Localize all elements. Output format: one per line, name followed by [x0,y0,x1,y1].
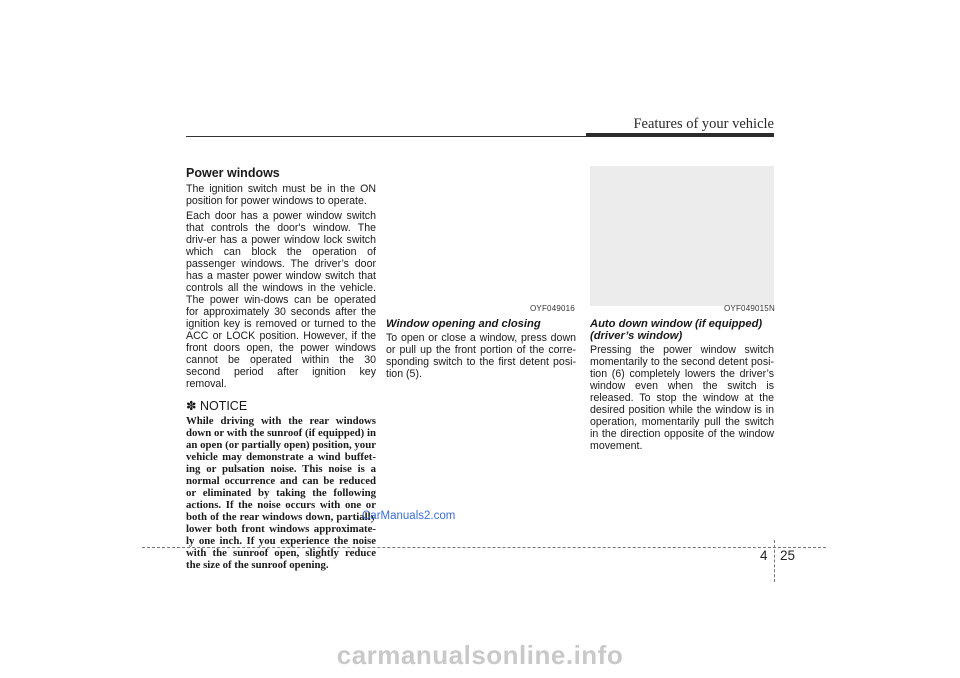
header-divider-accent [586,133,774,137]
site-watermark: carmanualsonline.info [336,640,624,670]
paragraph-door-switch: Each door has a power window switch that controls the door's window. The driv-er has a power window lock switch which can block the operation of passenger windows. The driver’s door has a master power window switch that controls all the windows in the vehicle. The power win-dows can be operated for approximately 30 seconds after the ignition key is removed or turned to the ACC or LOCK position. However, if the front doors open, the power windows cannot be operated within the 30 second period after ignition key removal. [186,210,376,390]
notice-text: While driving with the rear windows down or with the sunroof (if equipped) in an open (or partially open) position, your vehicle may demonstrate a wind buffet-ing or pulsation noise. This noise is a normal occurrence and can be reduced or eliminated by taking the following actions. If the noise occurs with one or both of the rear windows down, partially lower both front windows approximate-ly one inch. If you experience the noise with the sunroof open, slightly reduce the size of the sunroof opening. [186,415,376,571]
chapter-number: 4 [760,548,768,563]
paragraph-auto-down: Pressing the power window switch momentarily to the second detent posi-tion (6) completely lowers the driver’s window even when the switch is released. To stop the window at the desired position while the window is in operation, momentarily pull the switch in the direction opposite of the window movement. [590,344,774,452]
notice-title: ✽ NOTICE [186,399,248,413]
image-code-left: OYF049016 [530,304,575,313]
page-number: 25 [780,548,796,563]
footer-vertical-divider [774,540,775,582]
subhead-auto-down: Auto down window (if equipped) (driver’s window) [590,318,763,342]
column-power-windows [186,166,376,571]
section-title: Power windows [186,166,280,180]
subhead-window-opening: Window opening and closing [386,318,541,330]
paragraph-window-opening: To open or close a window, press down or pull up the front portion of the corre-sponding switch to the first detent posi-tion (5). [386,332,576,380]
footer-divider [142,547,826,548]
auto-down-switch-image [590,166,774,306]
watermark-link[interactable]: CarManuals2.com [362,510,456,522]
paragraph-ignition: The ignition switch must be in the ON position for power windows to operate. [186,183,376,207]
page-header-title: Features of your vehicle [633,116,774,132]
window-switch-image [386,166,576,306]
header-divider [186,136,586,137]
image-code-right: OYF049015N [724,304,775,313]
